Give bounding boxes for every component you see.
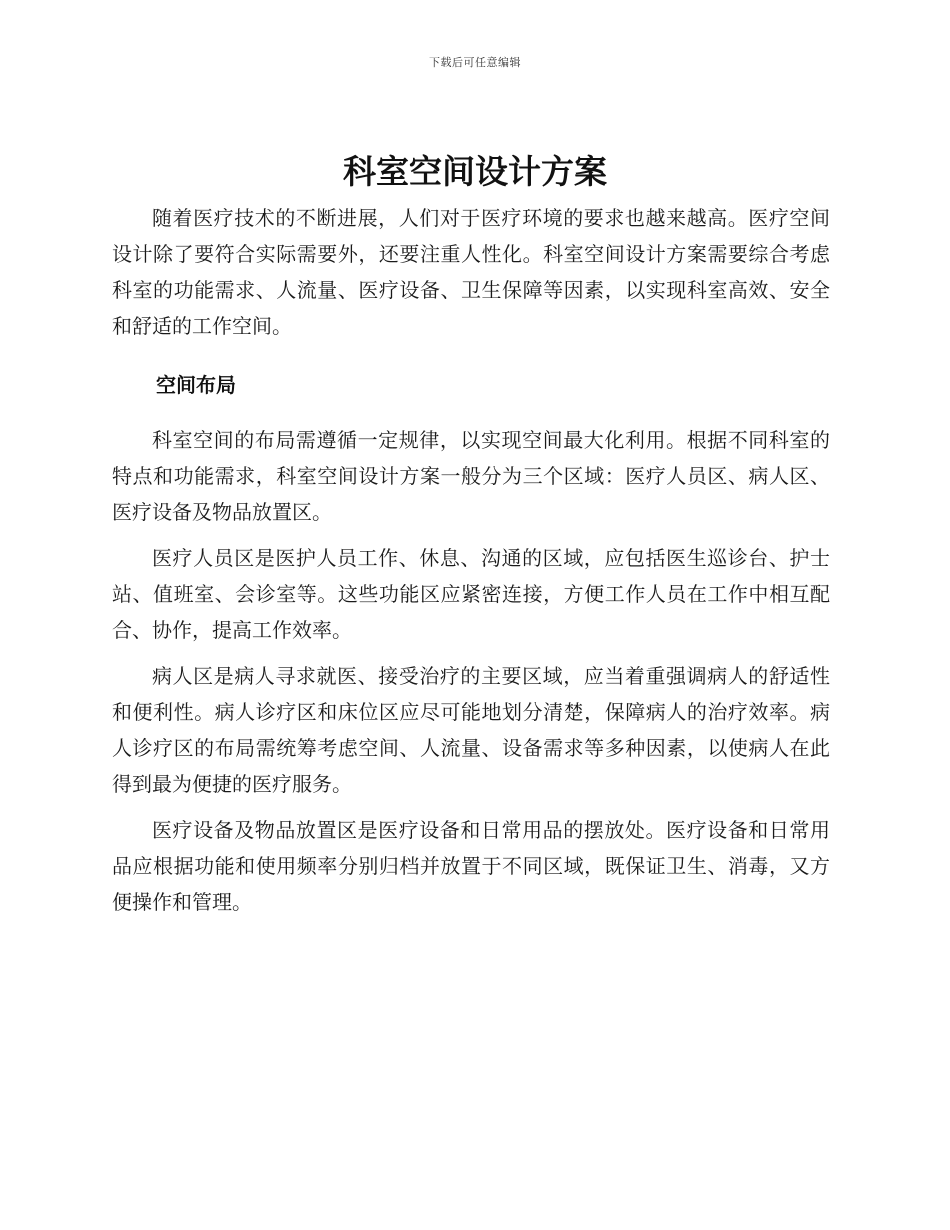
section-heading: 空间布局 (156, 373, 236, 397)
body-paragraph: 医疗人员区是医护人员工作、休息、沟通的区域，应包括医生巡诊台、护士站、值班室、会诊室等。这些功能区应紧密连接，方便工作人员在工作中相互配合、协作，提高工作效率。 (112, 546, 830, 642)
document-body (112, 200, 830, 930)
body-paragraph: 病人区是病人寻求就医、接受治疗的主要区域，应当着重强调病人的舒适性和便利性。病人诊疗区和床位区应尽可能地划分清楚，保障病人的治疗效率。病人诊疗区的布局需统筹考虑空间、人流量、设备需求等多种因素，以使病人在此得到最为便捷的医疗服务。 (112, 664, 830, 796)
page-title: 科室空间设计方案 (343, 152, 607, 191)
body-paragraph: 医疗设备及物品放置区是医疗设备和日常用品的摆放处。医疗设备和日常用品应根据功能和使用频率分别归档并放置于不同区域，既保证卫生、消毒，又方便操作和管理。 (112, 818, 830, 914)
body-paragraph: 科室空间的布局需遵循一定规律，以实现空间最大化利用。根据不同科室的特点和功能需求，科室空间设计方案一般分为三个区域：医疗人员区、病人区、医疗设备及物品放置区。 (112, 428, 830, 524)
intro-paragraph: 随着医疗技术的不断进展，人们对于医疗环境的要求也越来越高。医疗空间设计除了要符合实际需要外，还要注重人性化。科室空间设计方案需要综合考虑科室的功能需求、人流量、医疗设备、卫生保障等因素，以实现科室高效、安全和舒适的工作空间。 (112, 206, 830, 338)
header-note: 下载后可任意编辑 (429, 56, 521, 69)
